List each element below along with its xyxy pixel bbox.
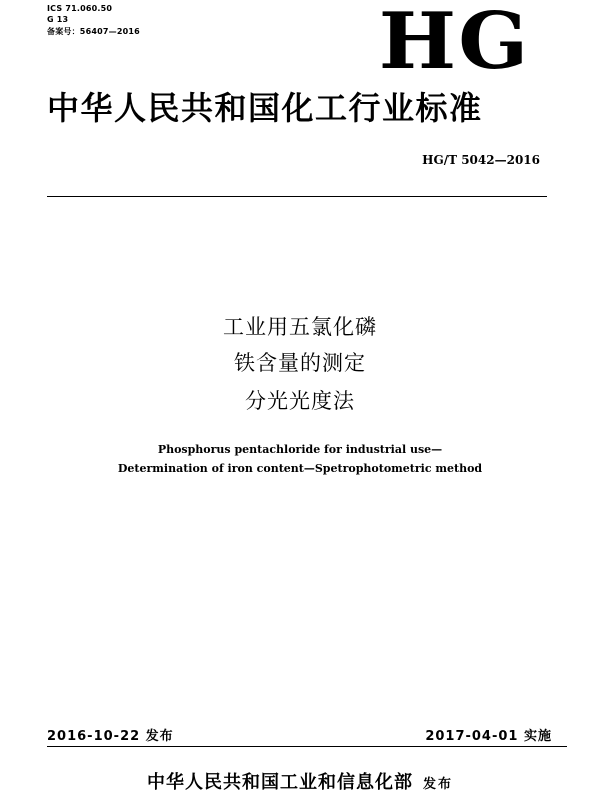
cn-title-line-3: 分光光度法 — [245, 389, 355, 413]
implement-date: 2017-04-01 实施 — [425, 729, 552, 744]
top-divider — [47, 196, 547, 197]
ccs-code: G 13 — [47, 15, 69, 24]
ics-code: ICS 71.060.50 — [47, 4, 113, 13]
standard-number: HG/T 5042—2016 — [422, 153, 540, 167]
issuer-name: 中华人民共和国工业和信息化部 — [146, 772, 413, 793]
hg-logo: HG — [378, 0, 530, 87]
issuer — [0, 772, 600, 796]
en-title-line-2: Determination of iron content—Spetrophotometric method — [117, 462, 483, 475]
record-number: 备案号：56407—2016 — [47, 27, 140, 36]
publish-date: 2016-10-22 发布 — [47, 729, 174, 744]
standard-title: 中华人民共和国化工行业标准 — [47, 89, 483, 127]
en-title-line-1: Phosphorus pentachloride for industrial use— — [157, 443, 443, 456]
bottom-divider — [47, 746, 567, 747]
cn-title-line-2: 铁含量的测定 — [234, 351, 366, 375]
issuer-suffix: 发布 — [422, 777, 453, 792]
cn-title-line-1: 工业用五氯化磷 — [223, 315, 377, 339]
